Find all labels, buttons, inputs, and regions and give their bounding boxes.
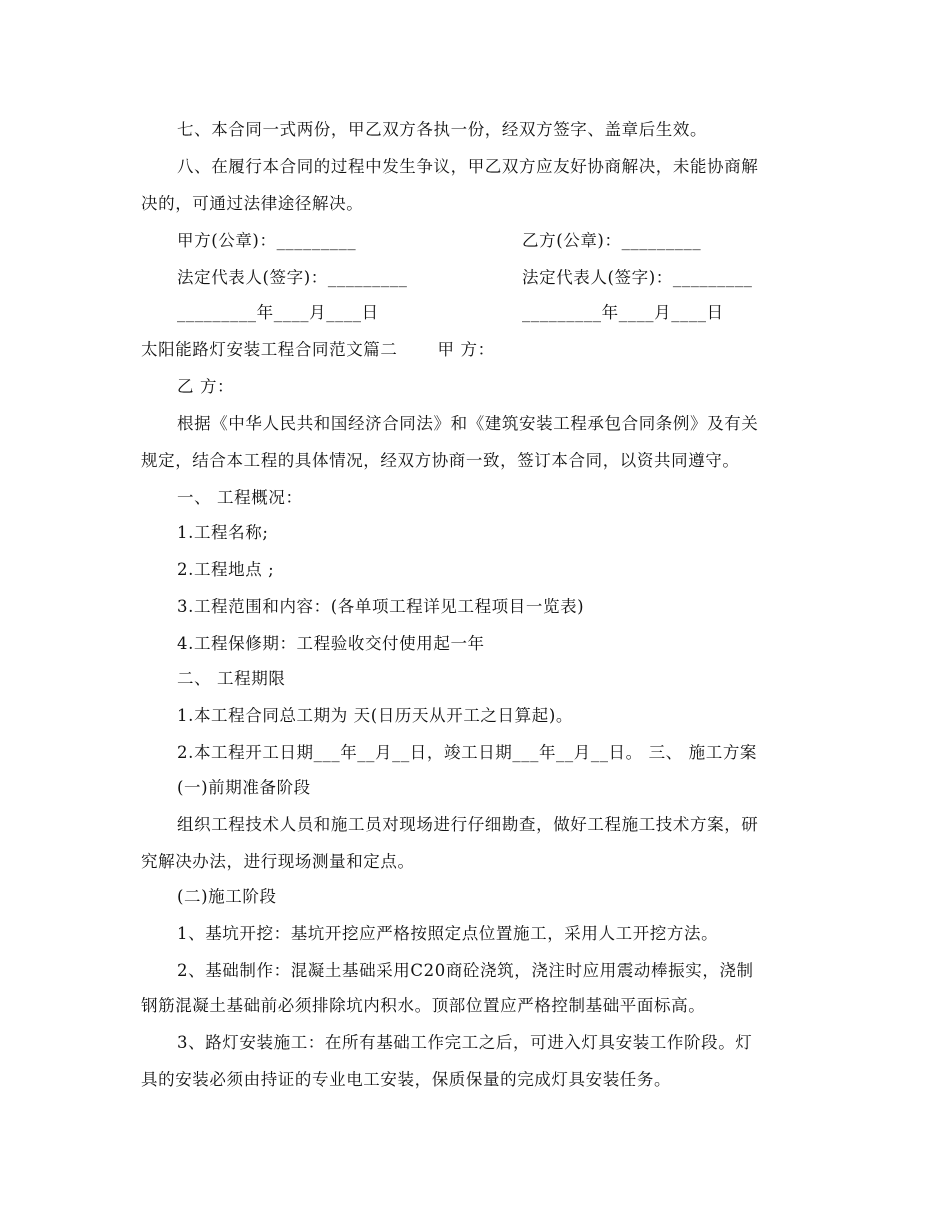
paragraph-line: 究解决办法，进行现场测量和定点。: [141, 852, 415, 871]
party-b-date-line: _________年____月____日: [522, 303, 724, 322]
subsection-title: (二)施工阶段: [177, 887, 277, 906]
paragraph-line: 1、基坑开挖：基坑开挖应严格按照定点位置施工，采用人工开挖方法。: [177, 924, 719, 943]
intro-line-2: 规定，结合本工程的具体情况，经双方协商一致，签订本合同，以资共同遵守。: [141, 451, 740, 470]
intro-line-1: 根据《中华人民共和国经济合同法》和《建筑安装工程承包合同条例》及有关: [177, 414, 759, 433]
subsection-title: (一)前期准备阶段: [177, 778, 311, 797]
list-item: 4.工程保修期：工程验收交付使用起一年: [177, 634, 485, 653]
party-a-representative-line: 法定代表人(签字)：_________: [177, 268, 408, 287]
list-item: 3.工程范围和内容：(各单项工程详见工程项目一览表): [177, 597, 585, 616]
clause-8-line-1: 八、在履行本合同的过程中发生争议，甲乙双方应友好协商解决，未能协商解: [177, 157, 759, 176]
party-b-seal-line: 乙方(公章)：_________: [522, 231, 702, 250]
paragraph-line: 具的安装必须由持证的专业电工安装，保质保量的完成灯具安装任务。: [141, 1070, 672, 1089]
list-item: 2.本工程开工日期___年__月__日，竣工日期___年__月__日。 三、 施工方案: [177, 743, 758, 762]
section-2-title: 二、 工程期限: [177, 669, 286, 688]
list-item: 2.工程地点 ;: [177, 560, 275, 579]
party-b-representative-line: 法定代表人(签字)：_________: [522, 268, 753, 287]
section-heading: 太阳能路灯安装工程合同范文篇二 甲 方：: [141, 340, 495, 359]
party-b-label: 乙 方：: [177, 377, 235, 396]
party-a-seal-line: 甲方(公章)：_________: [177, 231, 357, 250]
paragraph-line: 2、基础制作：混凝土基础采用C20商砼浇筑，浇注时应用震动棒振实，浇制: [177, 961, 754, 980]
section-1-title: 一、 工程概况：: [177, 488, 303, 507]
list-item: 1.本工程合同总工期为 天(日历天从开工之日算起)。: [177, 706, 573, 725]
clause-8-line-2: 决的，可通过法律途径解决。: [141, 194, 364, 213]
paragraph-line: 组织工程技术人员和施工员对现场进行仔细勘查，做好工程施工技术方案，研: [177, 815, 759, 834]
paragraph-line: 钢筋混凝土基础前必须排除坑内积水。顶部位置应严格控制基础平面标高。: [141, 996, 706, 1015]
paragraph-line: 3、路灯安装施工：在所有基础工作完工之后，可进入灯具安装工作阶段。灯: [177, 1033, 753, 1052]
party-a-date-line: _________年____月____日: [177, 303, 379, 322]
clause-7: 七、本合同一式两份，甲乙双方各执一份，经双方签字、盖章后生效。: [177, 120, 708, 139]
list-item: 1.工程名称;: [177, 523, 269, 542]
